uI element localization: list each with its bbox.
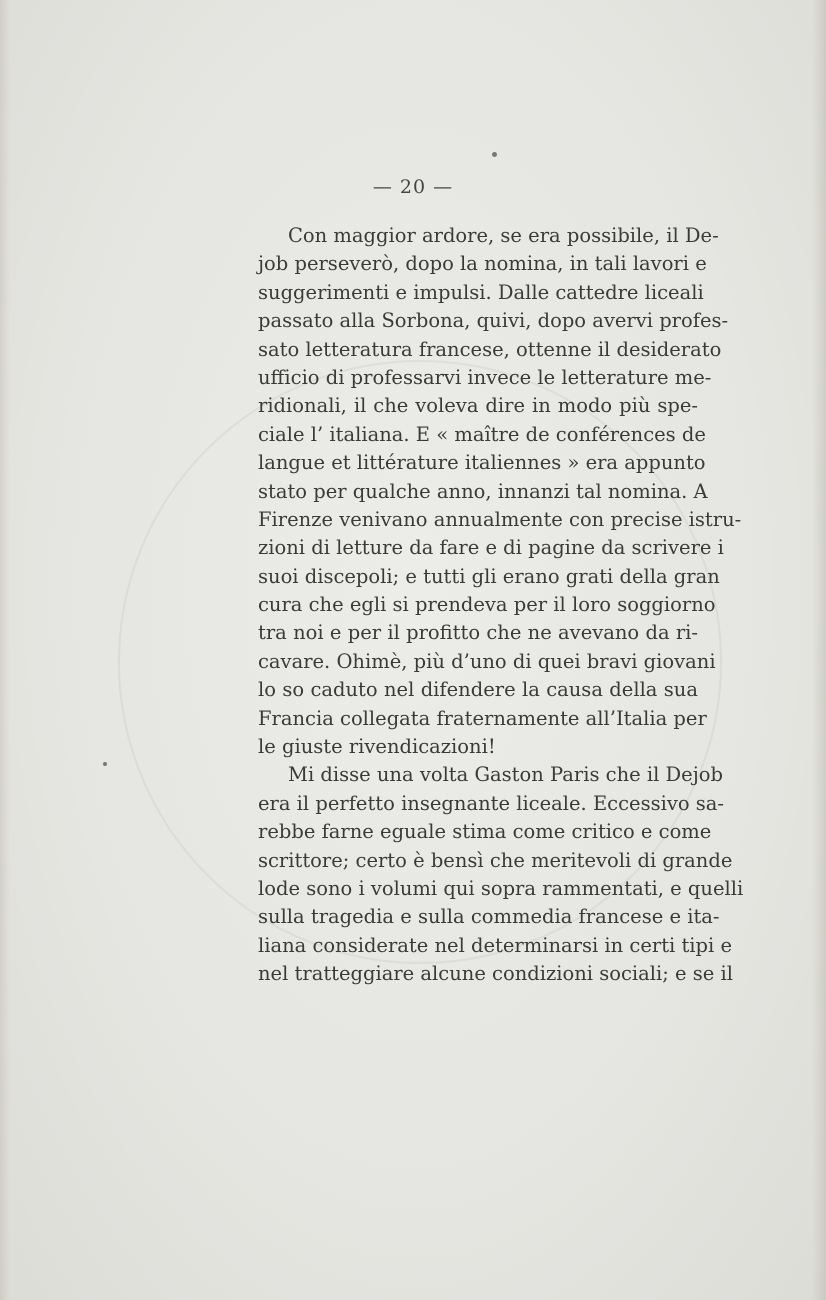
text-line: ridionali, il che voleva dire in modo più spe- <box>258 394 698 418</box>
text-line: sulla tragedia e sulla commedia francese e ita- <box>258 905 720 929</box>
text-line: Francia collegata fraternamente all’Italia per <box>258 706 707 730</box>
text-line: zioni di letture da fare e di pagine da scrivere i <box>258 536 724 560</box>
text-line: scrittore; certo è bensì che meritevoli di grande <box>258 848 733 872</box>
text-line: stato per qualche anno, innanzi tal nomina. A <box>258 479 708 503</box>
text-line: langue et littérature italiennes » era appunto <box>258 451 706 475</box>
text-line: lode sono i volumi qui sopra rammentati, e quelli <box>258 876 744 900</box>
text-line: suoi discepoli; e tutti gli erano grati della gran <box>258 564 720 588</box>
text-line: cura che egli si prendeva per il loro soggiorno <box>258 593 716 617</box>
text-line: liana considerate nel determinarsi in certi tipi e <box>258 933 732 957</box>
ink-speck <box>492 152 497 157</box>
text-line: ciale l’ italiana. E « maître de conférences de <box>258 422 706 446</box>
text-line: tra noi e per il profitto che ne avevano da ri- <box>258 621 698 645</box>
text-line: Mi disse una volta Gaston Paris che il Dejob <box>288 763 723 787</box>
text-line: ufficio di professarvi invece le letterature me- <box>258 365 712 389</box>
ink-speck <box>103 762 107 766</box>
text-line: sato letteratura francese, ottenne il desiderato <box>258 337 722 361</box>
text-line: le giuste rivendicazioni! <box>258 735 496 759</box>
body-text <box>258 222 744 989</box>
text-line: lo so caduto nel difendere la causa della sua <box>258 678 698 702</box>
text-line: suggerimenti e impulsi. Dalle cattedre liceali <box>258 280 704 304</box>
text-line: era il perfetto insegnante liceale. Eccessivo sa- <box>258 791 724 815</box>
text-line: Con maggior ardore, se era possibile, il De- <box>288 224 719 247</box>
text-line: job perseverò, dopo la nomina, in tali lavori e <box>258 252 707 276</box>
text-line: cavare. Ohimè, più d’uno di quei bravi giovani <box>258 649 716 673</box>
page-number: — 20 — <box>372 176 454 198</box>
text-line: rebbe farne eguale stima come critico e come <box>258 820 712 844</box>
text-line: Firenze venivano annualmente con precise istru- <box>258 507 742 531</box>
text-line: nel tratteggiare alcune condizioni sociali; e se il <box>258 962 733 986</box>
text-line: passato alla Sorbona, quivi, dopo avervi profes- <box>258 309 729 333</box>
